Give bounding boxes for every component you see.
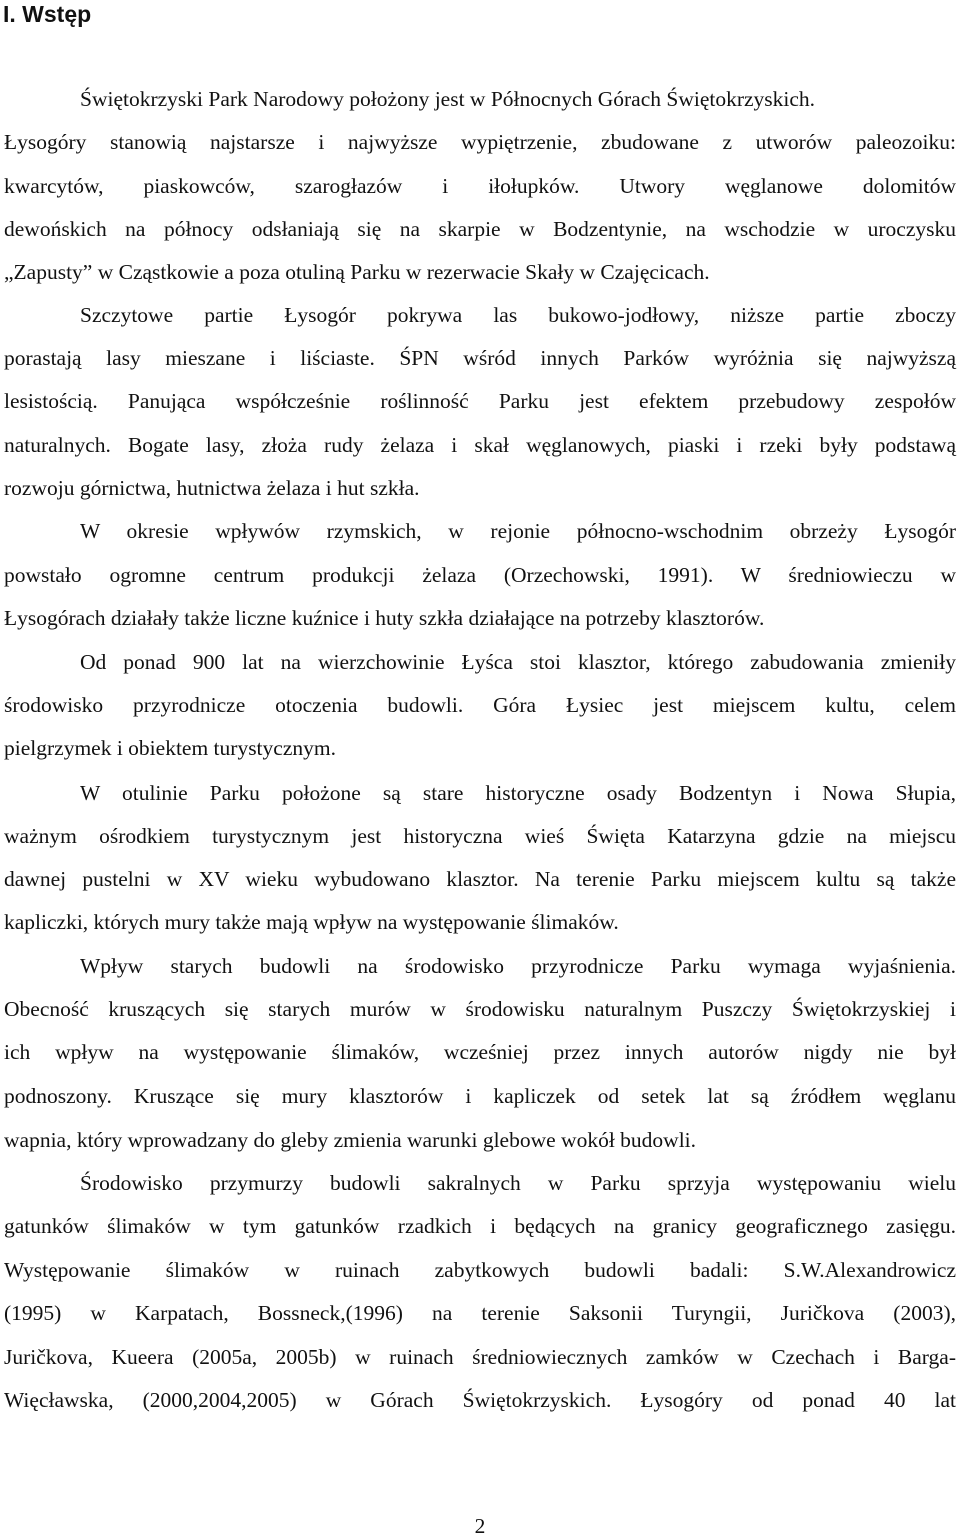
text-line: lesistością. Panująca współcześnie roślinność Parku jest efektem przebudowy zespołów	[4, 389, 956, 413]
text-line: Obecność kruszących się starych murów w środowisku naturalnym Puszczy Świętokrzyskiej i	[4, 997, 956, 1021]
text-line: W okresie wpływów rzymskich, w rejonie północno-wschodnim obrzeży Łysogór	[80, 519, 956, 543]
text-line: środowisko przyrodnicze otoczenia budowli. Góra Łysiec jest miejscem kultu, celem	[4, 693, 956, 717]
text-line: Łysogóry stanowią najstarsze i najwyższe wypiętrzenie, zbudowane z utworów paleozoiku:	[4, 130, 956, 154]
text-line: porastają lasy mieszane i liściaste. ŚPN wśród innych Parków wyróżnia się najwyższą	[4, 346, 956, 370]
text-line: powstało ogromne centrum produkcji żelaza (Orzechowski, 1991). W średniowieczu w	[4, 563, 956, 587]
text-line: naturalnych. Bogate lasy, złoża rudy żelaza i skał węglanowych, piaski i rzeki były podstawą	[4, 433, 956, 457]
text-line: Środowisko przymurzy budowli sakralnych w Parku sprzyja występowaniu wielu	[80, 1171, 956, 1195]
text-line: Więcławska, (2000,2004,2005) w Górach Świętokrzyskich. Łysogóry od ponad 40 lat	[4, 1388, 956, 1412]
text-line: Szczytowe partie Łysogór pokrywa las bukowo-jodłowy, niższe partie zboczy	[80, 303, 956, 327]
text-line: kwarcytów, piaskowców, szarogłazów i iłołupków. Utwory węglanowe dolomitów	[4, 174, 956, 198]
text-line: dewońskich na północy odsłaniają się na skarpie w Bodzentynie, na wschodzie w uroczysku	[4, 217, 956, 241]
text-line: wapnia, który wprowadzany do gleby zmienia warunki glebowe wokół budowli.	[4, 1128, 697, 1152]
text-line: dawnej pustelni w XV wieku wybudowano klasztor. Na terenie Parku miejscem kultu są także	[4, 867, 956, 891]
text-line: „Zapusty” w Cząstkowie a poza otuliną Parku w rezerwacie Skały w Czajęcicach.	[4, 260, 710, 284]
section-heading: I. Wstęp	[3, 1, 92, 27]
text-line: Łysogórach działały także liczne kuźnice i huty szkła działające na potrzeby klasztorów.	[4, 606, 765, 630]
text-line: Występowanie ślimaków w ruinach zabytkowych budowli badali: S.W.Alexandrowicz	[4, 1258, 956, 1282]
text-line: Od ponad 900 lat na wierzchowinie Łyśca stoi klasztor, którego zabudowania zmieniły	[80, 650, 956, 674]
text-line: Juričkova, Kueera (2005a, 2005b) w ruinach średniowiecznych zamków w Czechach i Barga-	[4, 1345, 956, 1369]
text-line: (1995) w Karpatach, Bossneck,(1996) na terenie Saksonii Turyngii, Juričkova (2003),	[4, 1301, 956, 1325]
text-line: Wpływ starych budowli na środowisko przyrodnicze Parku wymaga wyjaśnienia.	[80, 954, 956, 978]
text-line: podnoszony. Kruszące się mury klasztorów i kapliczek od setek lat są źródłem węglanu	[4, 1084, 956, 1108]
text-line: gatunków ślimaków w tym gatunków rzadkich i będących na granicy geograficznego zasięgu.	[4, 1214, 956, 1238]
text-line: Świętokrzyski Park Narodowy położony jest w Północnych Górach Świętokrzyskich.	[80, 87, 816, 111]
text-line: ważnym ośrodkiem turystycznym jest historyczna wieś Święta Katarzyna gdzie na miejscu	[4, 824, 956, 848]
text-line: W otulinie Parku położone są stare historyczne osady Bodzentyn i Nowa Słupia,	[80, 781, 956, 805]
text-line: kapliczki, których mury także mają wpływ na występowanie ślimaków.	[4, 910, 619, 934]
text-line: rozwoju górnictwa, hutnictwa żelaza i hut szkła.	[4, 476, 420, 500]
page-number: 2	[474, 1514, 486, 1538]
text-line: pielgrzymek i obiektem turystycznym.	[4, 736, 336, 760]
text-line: ich wpływ na występowanie ślimaków, wcześniej przez innych autorów nigdy nie był	[4, 1040, 956, 1064]
